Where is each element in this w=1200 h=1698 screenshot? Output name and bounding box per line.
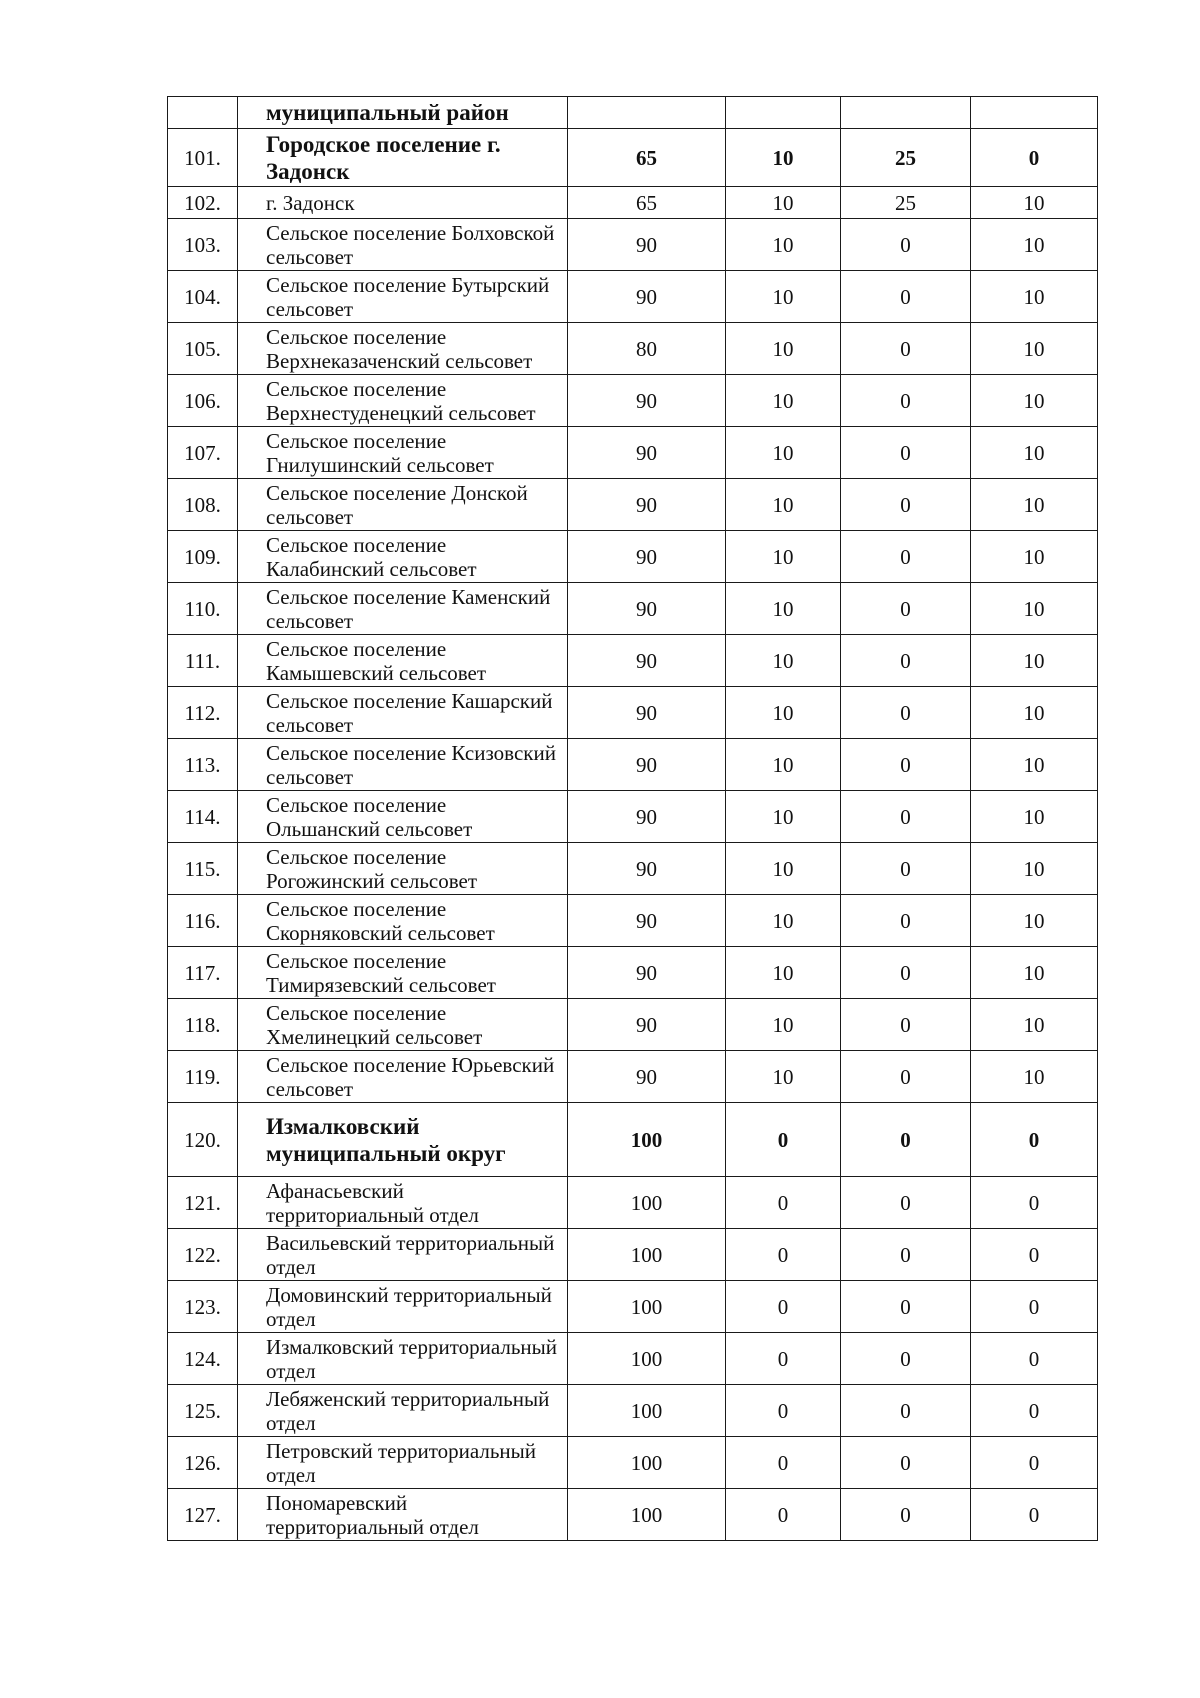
row-name: Лебяженский территориальный отдел [238, 1385, 568, 1437]
row-name: Сельское поселение Верхнеказаченский сельсовет [238, 323, 568, 375]
value-col-4: 10 [971, 895, 1098, 947]
row-number: 110. [168, 583, 238, 635]
value-col-2: 10 [726, 427, 841, 479]
row-number: 119. [168, 1051, 238, 1103]
row-name: Васильевский территориальный отдел [238, 1229, 568, 1281]
row-number: 114. [168, 791, 238, 843]
row-number: 104. [168, 271, 238, 323]
value-col-3: 0 [841, 219, 971, 271]
row-number: 116. [168, 895, 238, 947]
row-name: Сельское поселение Каменский сельсовет [238, 583, 568, 635]
value-col-4: 10 [971, 583, 1098, 635]
value-col-4: 0 [971, 1489, 1098, 1541]
row-name: Сельское поселение Юрьевский сельсовет [238, 1051, 568, 1103]
row-number: 113. [168, 739, 238, 791]
value-col-1: 100 [568, 1103, 726, 1177]
value-col-2: 0 [726, 1489, 841, 1541]
value-col-2: 10 [726, 895, 841, 947]
row-name: Сельское поселение Камышевский сельсовет [238, 635, 568, 687]
value-col-3: 0 [841, 1051, 971, 1103]
table-row [168, 375, 1098, 427]
value-col-3: 25 [841, 187, 971, 219]
row-name: Городское поселение г. Задонск [238, 129, 568, 187]
table-row [168, 1385, 1098, 1437]
value-col-4: 10 [971, 323, 1098, 375]
value-col-2: 10 [726, 1051, 841, 1103]
row-number: 101. [168, 129, 238, 187]
row-name: Сельское поселение Калабинский сельсовет [238, 531, 568, 583]
value-col-4: 0 [971, 1229, 1098, 1281]
row-name: Пономаревский территориальный отдел [238, 1489, 568, 1541]
value-col-1: 65 [568, 187, 726, 219]
value-col-1: 100 [568, 1229, 726, 1281]
value-col-2: 0 [726, 1333, 841, 1385]
table-row [168, 635, 1098, 687]
row-number: 118. [168, 999, 238, 1051]
table-row [168, 687, 1098, 739]
value-col-4: 0 [971, 1437, 1098, 1489]
value-col-1: 90 [568, 895, 726, 947]
table-row [168, 1437, 1098, 1489]
value-col-1: 90 [568, 1051, 726, 1103]
row-number: 107. [168, 427, 238, 479]
value-col-2: 10 [726, 583, 841, 635]
value-col-1: 90 [568, 375, 726, 427]
row-number: 102. [168, 187, 238, 219]
table-row [168, 1103, 1098, 1177]
value-col-4: 10 [971, 739, 1098, 791]
value-col-3: 0 [841, 791, 971, 843]
table-row [168, 947, 1098, 999]
table-row [168, 1333, 1098, 1385]
table-row [168, 129, 1098, 187]
value-col-1: 80 [568, 323, 726, 375]
value-col-4: 10 [971, 187, 1098, 219]
value-col-1: 90 [568, 791, 726, 843]
value-col-3: 0 [841, 999, 971, 1051]
table-row [168, 1489, 1098, 1541]
row-name: Сельское поселение Ксизовский сельсовет [238, 739, 568, 791]
value-col-2: 0 [726, 1437, 841, 1489]
value-col-4: 0 [971, 1103, 1098, 1177]
value-col-4: 0 [971, 1385, 1098, 1437]
value-col-2: 0 [726, 1229, 841, 1281]
row-name: Сельское поселение Кашарский сельсовет [238, 687, 568, 739]
value-col-3 [841, 97, 971, 129]
value-col-3: 0 [841, 1437, 971, 1489]
value-col-1: 100 [568, 1281, 726, 1333]
row-number: 125. [168, 1385, 238, 1437]
value-col-4: 10 [971, 1051, 1098, 1103]
table-body [168, 97, 1098, 1541]
value-col-4: 10 [971, 947, 1098, 999]
value-col-3: 0 [841, 1489, 971, 1541]
row-name: муниципальный район [238, 97, 568, 129]
value-col-2: 10 [726, 531, 841, 583]
value-col-3: 0 [841, 1177, 971, 1229]
table-row [168, 791, 1098, 843]
row-name: Сельское поселение Хмелинецкий сельсовет [238, 999, 568, 1051]
value-col-4: 0 [971, 1333, 1098, 1385]
value-col-1: 90 [568, 635, 726, 687]
value-col-4: 10 [971, 687, 1098, 739]
value-col-2: 0 [726, 1281, 841, 1333]
value-col-1: 100 [568, 1177, 726, 1229]
value-col-3: 0 [841, 323, 971, 375]
value-col-1: 90 [568, 739, 726, 791]
table-row [168, 583, 1098, 635]
value-col-3: 0 [841, 427, 971, 479]
row-name: Домовинский территориальный отдел [238, 1281, 568, 1333]
value-col-1: 90 [568, 427, 726, 479]
table-row [168, 323, 1098, 375]
value-col-2: 10 [726, 129, 841, 187]
value-col-4: 0 [971, 1177, 1098, 1229]
row-number: 115. [168, 843, 238, 895]
value-col-1: 100 [568, 1333, 726, 1385]
row-name: Измалковский муниципальный округ [238, 1103, 568, 1177]
table-row [168, 97, 1098, 129]
value-col-4: 0 [971, 129, 1098, 187]
table-row [168, 1051, 1098, 1103]
row-name: Сельское поселение Верхнестуденецкий сельсовет [238, 375, 568, 427]
row-number: 105. [168, 323, 238, 375]
value-col-4 [971, 97, 1098, 129]
row-name: Афанасьевский территориальный отдел [238, 1177, 568, 1229]
value-col-2: 0 [726, 1177, 841, 1229]
table-row [168, 843, 1098, 895]
row-name: Сельское поселение Тимирязевский сельсовет [238, 947, 568, 999]
row-number: 108. [168, 479, 238, 531]
value-col-3: 0 [841, 843, 971, 895]
row-name: Сельское поселение Рогожинский сельсовет [238, 843, 568, 895]
row-number: 109. [168, 531, 238, 583]
value-col-4: 10 [971, 635, 1098, 687]
value-col-3: 0 [841, 1385, 971, 1437]
value-col-1: 100 [568, 1489, 726, 1541]
row-name: Измалковский территориальный отдел [238, 1333, 568, 1385]
value-col-3: 0 [841, 687, 971, 739]
value-col-2: 10 [726, 187, 841, 219]
value-col-1: 90 [568, 583, 726, 635]
row-number: 127. [168, 1489, 238, 1541]
row-number: 106. [168, 375, 238, 427]
value-col-2: 10 [726, 791, 841, 843]
value-col-2: 10 [726, 687, 841, 739]
value-col-1: 90 [568, 479, 726, 531]
value-col-1: 90 [568, 687, 726, 739]
row-name: Петровский территориальный отдел [238, 1437, 568, 1489]
value-col-2: 10 [726, 947, 841, 999]
value-col-1: 90 [568, 947, 726, 999]
table-row [168, 187, 1098, 219]
table-row [168, 1281, 1098, 1333]
value-col-1: 90 [568, 999, 726, 1051]
row-number: 121. [168, 1177, 238, 1229]
value-col-1 [568, 97, 726, 129]
value-col-4: 10 [971, 219, 1098, 271]
row-name: Сельское поселение Болховской сельсовет [238, 219, 568, 271]
value-col-3: 0 [841, 1229, 971, 1281]
value-col-1: 90 [568, 219, 726, 271]
row-number: 112. [168, 687, 238, 739]
table-row [168, 427, 1098, 479]
value-col-3: 0 [841, 531, 971, 583]
row-number [168, 97, 238, 129]
value-col-2: 10 [726, 999, 841, 1051]
row-name: Сельское поселение Гнилушинский сельсовет [238, 427, 568, 479]
value-col-2: 10 [726, 375, 841, 427]
row-name: Сельское поселение Бутырский сельсовет [238, 271, 568, 323]
row-name: Сельское поселение Ольшанский сельсовет [238, 791, 568, 843]
value-col-4: 10 [971, 427, 1098, 479]
value-col-3: 0 [841, 635, 971, 687]
value-col-1: 90 [568, 531, 726, 583]
value-col-2: 10 [726, 739, 841, 791]
value-col-4: 10 [971, 271, 1098, 323]
table-row [168, 271, 1098, 323]
value-col-3: 0 [841, 1281, 971, 1333]
value-col-2 [726, 97, 841, 129]
row-number: 122. [168, 1229, 238, 1281]
value-col-3: 0 [841, 479, 971, 531]
value-col-3: 25 [841, 129, 971, 187]
table-row [168, 739, 1098, 791]
value-col-3: 0 [841, 1103, 971, 1177]
value-col-1: 90 [568, 843, 726, 895]
value-col-3: 0 [841, 947, 971, 999]
value-col-4: 10 [971, 999, 1098, 1051]
row-number: 111. [168, 635, 238, 687]
value-col-4: 10 [971, 791, 1098, 843]
row-number: 120. [168, 1103, 238, 1177]
table-row [168, 1229, 1098, 1281]
value-col-4: 10 [971, 479, 1098, 531]
table-row [168, 219, 1098, 271]
row-number: 123. [168, 1281, 238, 1333]
value-col-2: 10 [726, 843, 841, 895]
value-col-4: 10 [971, 375, 1098, 427]
row-number: 103. [168, 219, 238, 271]
value-col-2: 0 [726, 1385, 841, 1437]
table-row [168, 1177, 1098, 1229]
value-col-1: 65 [568, 129, 726, 187]
value-col-2: 0 [726, 1103, 841, 1177]
value-col-3: 0 [841, 739, 971, 791]
row-number: 117. [168, 947, 238, 999]
value-col-3: 0 [841, 375, 971, 427]
data-table [167, 96, 1098, 1541]
value-col-4: 0 [971, 1281, 1098, 1333]
table-row [168, 895, 1098, 947]
row-name: Сельское поселение Скорняковский сельсовет [238, 895, 568, 947]
value-col-4: 10 [971, 531, 1098, 583]
value-col-1: 100 [568, 1437, 726, 1489]
value-col-2: 10 [726, 219, 841, 271]
row-name: Сельское поселение Донской сельсовет [238, 479, 568, 531]
value-col-3: 0 [841, 583, 971, 635]
value-col-3: 0 [841, 895, 971, 947]
table-row [168, 531, 1098, 583]
value-col-2: 10 [726, 479, 841, 531]
value-col-1: 90 [568, 271, 726, 323]
row-name: г. Задонск [238, 187, 568, 219]
table-row [168, 479, 1098, 531]
value-col-2: 10 [726, 323, 841, 375]
row-number: 126. [168, 1437, 238, 1489]
value-col-2: 10 [726, 271, 841, 323]
value-col-3: 0 [841, 1333, 971, 1385]
row-number: 124. [168, 1333, 238, 1385]
table-row [168, 999, 1098, 1051]
value-col-1: 100 [568, 1385, 726, 1437]
value-col-3: 0 [841, 271, 971, 323]
value-col-4: 10 [971, 843, 1098, 895]
value-col-2: 10 [726, 635, 841, 687]
